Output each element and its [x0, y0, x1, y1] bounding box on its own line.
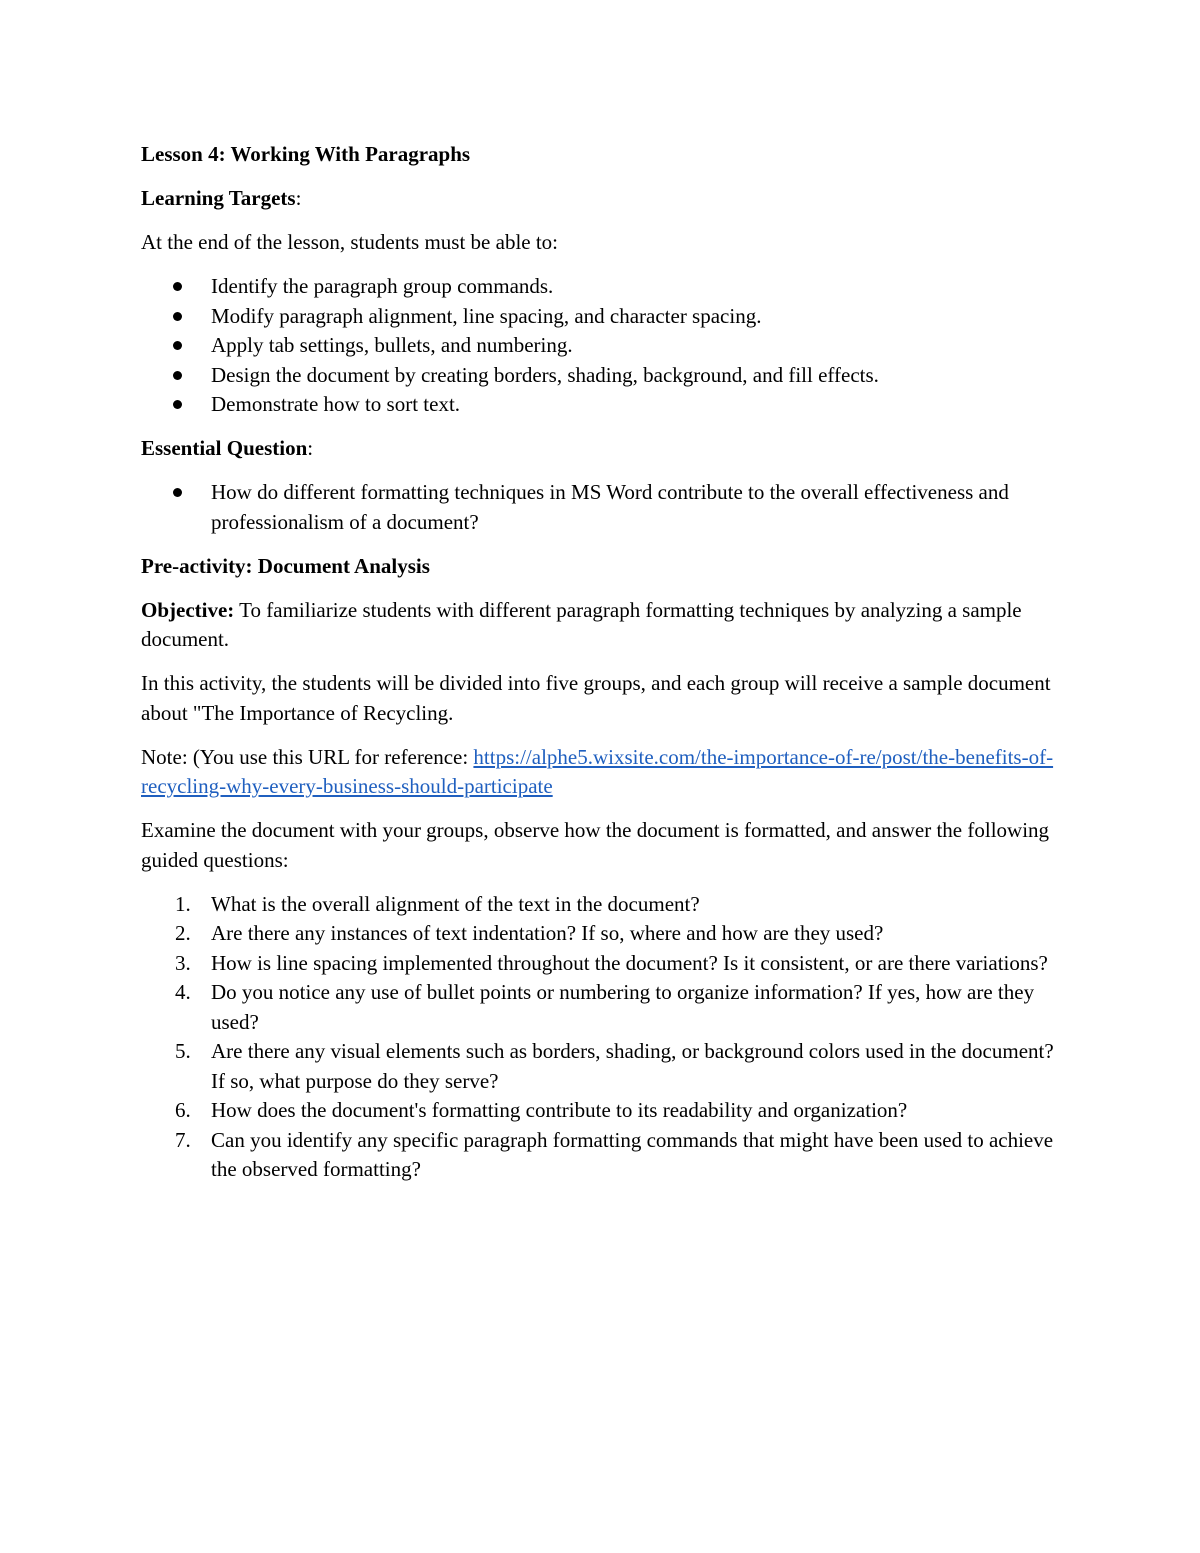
- essential-question-heading-colon: :: [307, 436, 314, 460]
- learning-target-item: [141, 302, 1066, 332]
- essential-question-item: [141, 478, 1066, 537]
- essential-question-heading-text: Essential Question: [141, 436, 308, 460]
- learning-targets-list: [141, 272, 1066, 420]
- pre-activity-heading: Pre-activity: Document Analysis: [141, 553, 430, 578]
- question-number: 5.: [175, 1039, 191, 1063]
- guided-questions-list: [141, 890, 1066, 1185]
- bullet-icon: [173, 341, 182, 350]
- essential-question-list: [141, 478, 1066, 537]
- lesson-title: Lesson 4: Working With Paragraphs: [141, 142, 471, 166]
- question-number: 4.: [175, 980, 191, 1004]
- learning-target-item: [141, 361, 1066, 391]
- question-number: 3.: [175, 950, 191, 975]
- examine-paragraph: Examine the document with your groups, observe how the document is formatted, and answer the following guided questions:: [141, 818, 1050, 872]
- question-number: 1.: [175, 891, 191, 916]
- bullet-icon: [173, 488, 182, 497]
- guided-question-item: [141, 890, 1066, 920]
- question-text: What is the overall alignment of the text in the document?: [211, 891, 700, 916]
- guided-question-item: [141, 1037, 1066, 1096]
- bullet-icon: [173, 400, 182, 409]
- essential-question-text: How do different formatting techniques in MS Word contribute to the overall effectiveness and professionalism of a document?: [211, 480, 1009, 534]
- guided-question-item: [141, 1096, 1066, 1126]
- learning-target-item: [141, 272, 1066, 302]
- reference-link[interactable]: https://alphe5.wixsite.com/the-importance-of-re/post/the-benefits-of-recycling-why-every-business-should-participate: [141, 744, 1054, 798]
- question-number: 6.: [175, 1098, 191, 1122]
- learning-target-text: Identify the paragraph group commands.: [211, 274, 554, 298]
- learning-targets-heading: [141, 184, 1066, 214]
- bullet-icon: [173, 282, 182, 291]
- objective-paragraph: [141, 596, 1066, 655]
- note-prefix: Note: (You use this URL for reference:: [141, 744, 474, 769]
- learning-target-text: Modify paragraph alignment, line spacing, and character spacing.: [211, 303, 762, 328]
- document-page: [141, 140, 1066, 1199]
- objective-label: Objective:: [141, 597, 235, 622]
- question-text: Are there any instances of text indentation? If so, where and how are they used?: [211, 921, 884, 945]
- question-number: 7.: [175, 1127, 191, 1152]
- bullet-icon: [173, 371, 182, 380]
- essential-question-heading: [141, 434, 1066, 464]
- activity-paragraph: In this activity, the students will be divided into five groups, and each group will receive a sample document about "The Importance of Recycling.: [141, 671, 1051, 725]
- question-number: 2.: [175, 921, 191, 945]
- note-paragraph: [141, 743, 1066, 802]
- learning-targets-intro: At the end of the lesson, students must be able to:: [141, 230, 559, 254]
- learning-targets-heading-text: Learning Targets: [141, 186, 296, 210]
- bullet-icon: [173, 312, 182, 321]
- learning-target-text: Apply tab settings, bullets, and numbering.: [211, 333, 573, 357]
- objective-text: To familiarize students with different paragraph formatting techniques by analyzing a sample document.: [141, 597, 1022, 651]
- learning-target-text: Design the document by creating borders, shading, background, and fill effects.: [211, 362, 879, 387]
- guided-question-item: [141, 919, 1066, 949]
- question-text: Are there any visual elements such as borders, shading, or background colors used in the document? If so, what purpose do they serve?: [211, 1039, 1054, 1093]
- learning-target-text: Demonstrate how to sort text.: [211, 392, 461, 416]
- learning-target-item: [141, 331, 1066, 361]
- guided-question-item: [141, 1126, 1066, 1185]
- guided-question-item: [141, 978, 1066, 1037]
- guided-question-item: [141, 949, 1066, 979]
- learning-targets-heading-colon: :: [295, 186, 302, 210]
- learning-target-item: [141, 390, 1066, 420]
- question-text: How does the document's formatting contribute to its readability and organization?: [211, 1098, 908, 1122]
- question-text: How is line spacing implemented throughout the document? Is it consistent, or are there variations?: [211, 950, 1048, 975]
- question-text: Do you notice any use of bullet points or numbering to organize information? If yes, how are they used?: [211, 980, 1035, 1034]
- question-text: Can you identify any specific paragraph formatting commands that might have been used to achieve the observed formatting?: [211, 1127, 1054, 1181]
